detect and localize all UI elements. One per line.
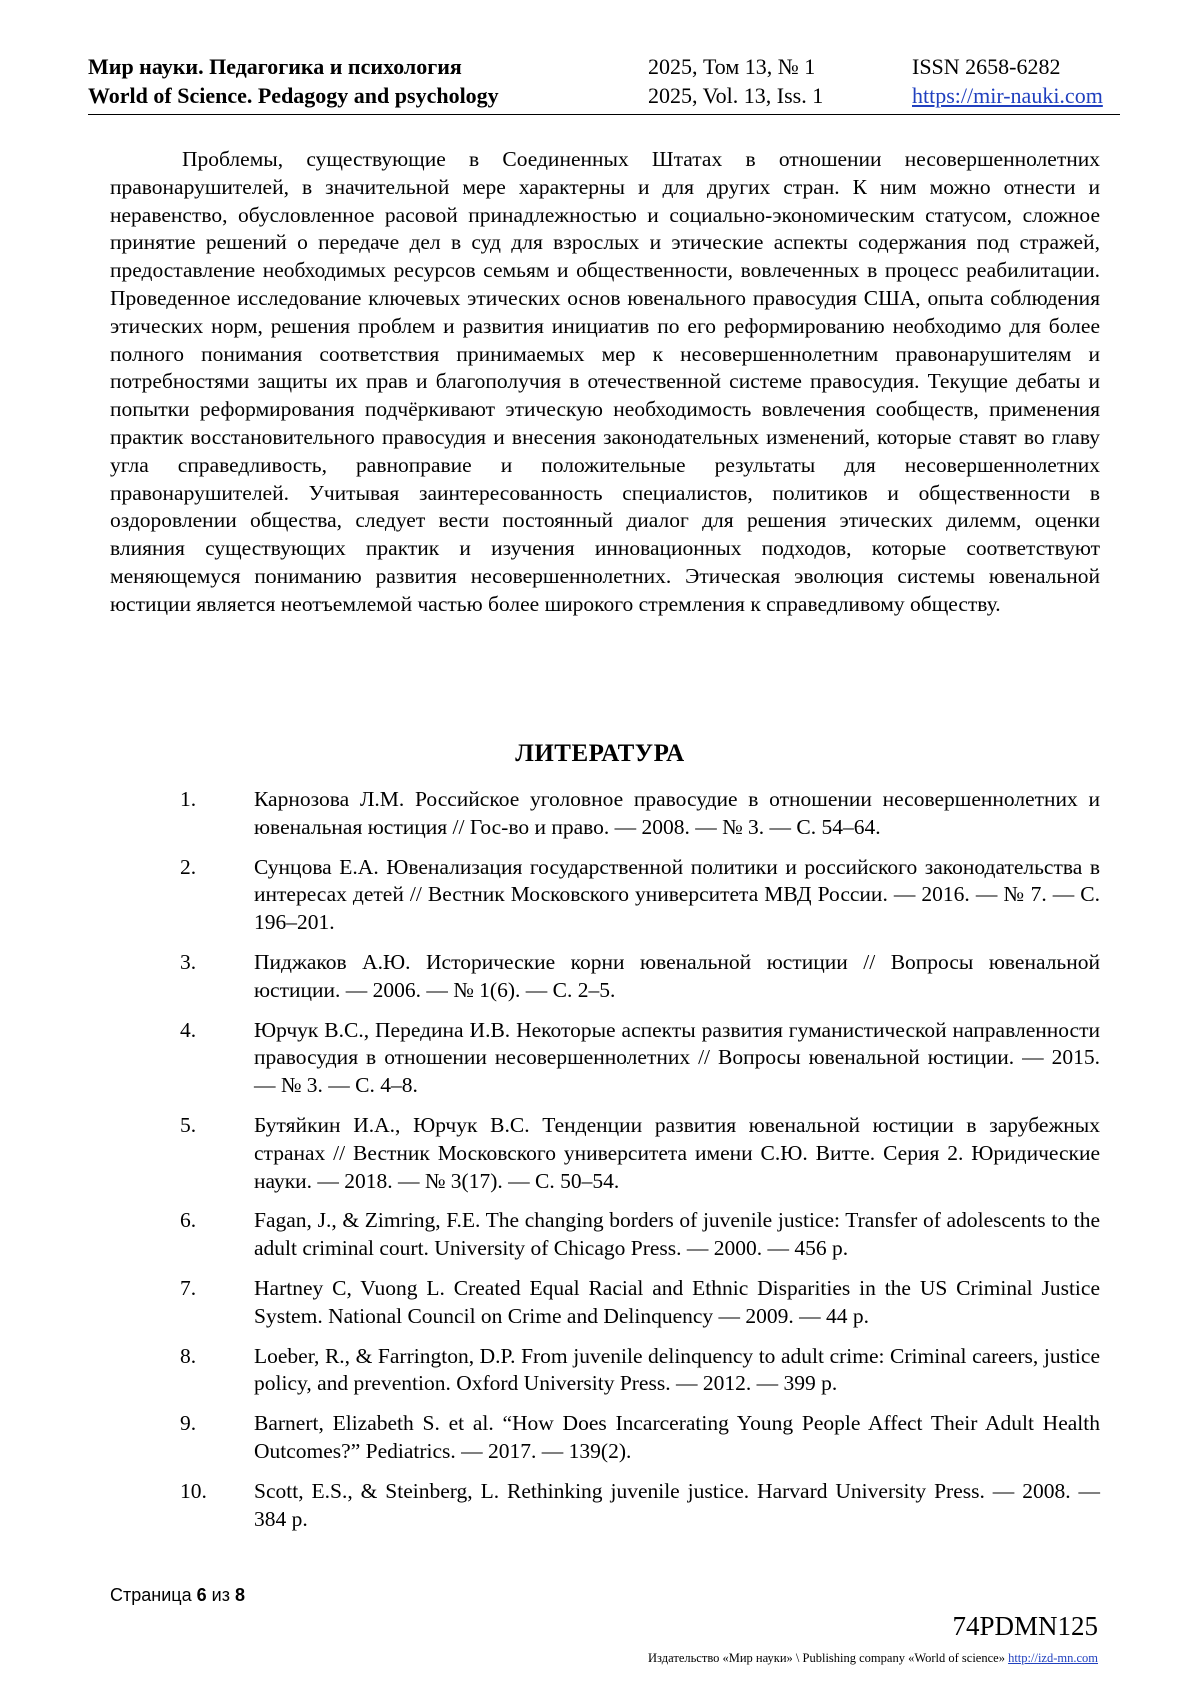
issue-info-ru: 2025, Том 13, № 1	[648, 54, 816, 79]
reference-text: Scott, E.S., & Steinberg, L. Rethinking juvenile justice. Harvard University Press. — 2008. — 384 p.	[254, 1478, 1100, 1531]
reference-text: Fagan, J., & Zimring, F.E. The changing borders of juvenile justice: Transfer of adolescents to the adult criminal court. University of Chicago Press. — 2000. — 456 p.	[254, 1208, 1100, 1261]
journal-title	[88, 52, 499, 110]
reference-item	[180, 1275, 1100, 1331]
reference-number: 4.	[180, 1017, 197, 1042]
page-label: Страница	[110, 1585, 192, 1605]
reference-item	[180, 854, 1100, 937]
reference-item	[180, 1017, 1100, 1100]
reference-number: 5.	[180, 1112, 197, 1137]
journal-title-ru: Мир науки. Педагогика и психология	[88, 54, 462, 79]
reference-text: Barnert, Elizabeth S. et al. “How Does Incarcerating Young People Affect Their Adult Health Outcomes?” Pediatrics. — 2017. — 139(2).	[254, 1411, 1100, 1463]
reference-text: Hartney C, Vuong L. Created Equal Racial and Ethnic Disparities in the US Criminal Justice System. National Council on Crime and Delinquency — 2009. — 44 p.	[254, 1275, 1100, 1328]
reference-number: 6.	[180, 1208, 197, 1233]
page-current: 6	[196, 1585, 207, 1605]
issn: ISSN 2658-6282	[912, 54, 1061, 79]
publisher-url-link[interactable]: http://izd-mn.com	[1008, 1651, 1098, 1665]
issue-info	[648, 52, 823, 110]
reference-number: 2.	[180, 854, 197, 879]
reference-number: 3.	[180, 949, 197, 974]
reference-item	[180, 1112, 1100, 1195]
reference-text: Пиджаков А.Ю. Исторические корни ювенальной юстиции // Вопросы ювенальной юстиции. — 2006. — № 1(6). — С. 2–5.	[254, 949, 1100, 1002]
reference-number: 10.	[180, 1478, 207, 1503]
reference-item	[180, 949, 1100, 1005]
publisher-line	[648, 1651, 1098, 1666]
reference-item	[180, 786, 1100, 842]
reference-item	[180, 1343, 1100, 1399]
references-title: ЛИТЕРАТУРА	[515, 740, 685, 767]
issue-info-en: 2025, Vol. 13, Iss. 1	[648, 83, 824, 108]
reference-text: Сунцова Е.А. Ювенализация государственной политики и российского законодательства в интересах детей // Вестник Московского университета МВД России. — 2016. — № 7. — С. 196–201.	[254, 854, 1100, 935]
reference-text: Loeber, R., & Farrington, D.P. From juvenile delinquency to adult crime: Criminal careers, justice policy, and prevention. Oxford University Press. — 2012. — 399 p.	[254, 1343, 1100, 1396]
reference-number: 9.	[180, 1411, 197, 1436]
publisher-text: Издательство «Мир науки» \ Publishing company «World of science»	[648, 1651, 1005, 1665]
reference-item	[180, 1478, 1100, 1534]
article-code: 74PDMN125	[952, 1611, 1098, 1641]
references-list	[180, 786, 1100, 1545]
conclusion-paragraph: Проблемы, существующие в Соединенных Штатах в отношении несовершеннолетних правонарушителей, в значительной мере характерны и для других стран. К ним можно отнести и неравенство, обусловленное расовой принадлежностью и социально-экономическим статусом, сложное принятие решений о передаче дел в суд для взрослых и этические аспекты содержания под стражей, предоставление необходимых ресурсов семьям и общественности, вовлеченных в процесс реабилитации. Проведенное исследование ключевых этических основ ювенального правосудия США, опыта соблюдения этических норм, решения проблем и развития инициатив по его реформированию необходимо для более полного понимания соответствия принимаемых мер к несовершеннолетним правонарушителям и потребностями защиты их прав и благополучия в отечественной системе правосудия. Текущие дебаты и попытки реформирования подчёркивают этическую необходимость вовлечения сообществ, применения практик восстановительного правосудия и внесения законодательных изменений, которые ставят во главу угла справедливость, равноправие и положительные результаты для несовершеннолетних правонарушителей. Учитывая заинтересованность специалистов, политиков и общественности в оздоровлении общества, следует вести постоянный диалог для решения этических дилемм, оценки влияния существующих практик и изучения инновационных подходов, которые соответствуют меняющемуся пониманию развития несовершеннолетних. Этическая эволюция системы ювенальной юстиции является неотъемлемой частью более широкого стремления к справедливому обществу.	[110, 147, 1100, 616]
page-header	[88, 52, 1120, 115]
page-of: из	[211, 1585, 230, 1605]
reference-number: 8.	[180, 1343, 197, 1368]
reference-number: 7.	[180, 1275, 197, 1300]
issn-block	[912, 52, 1103, 110]
page-total: 8	[234, 1585, 245, 1605]
reference-item	[180, 1410, 1100, 1466]
journal-title-en: World of Science. Pedagogy and psychology	[88, 83, 499, 108]
reference-text: Бутяйкин И.А., Юрчук В.С. Тенденции развития ювенальной юстиции в зарубежных странах // Вестник Московского университета имени С.Ю. Витте. Серия 2. Юридические науки. — 2018. — № 3(17). — С. 50–54.	[254, 1112, 1100, 1193]
reference-text: Юрчук В.С., Передина И.В. Некоторые аспекты развития гуманистической направленности правосудия в отношении несовершеннолетних // Вопросы ювенальной юстиции. — 2015. — № 3. — С. 4–8.	[254, 1017, 1100, 1098]
reference-number: 1.	[180, 787, 197, 811]
reference-text: Карнозова Л.М. Российское уголовное правосудие в отношении несовершеннолетних и ювенальная юстиция // Гос-во и право. — 2008. — № 3. — С. 54–64.	[254, 787, 1100, 839]
journal-url-link[interactable]: https://mir-nauki.com	[912, 83, 1103, 108]
page-counter	[110, 1585, 245, 1606]
reference-item	[180, 1207, 1100, 1263]
